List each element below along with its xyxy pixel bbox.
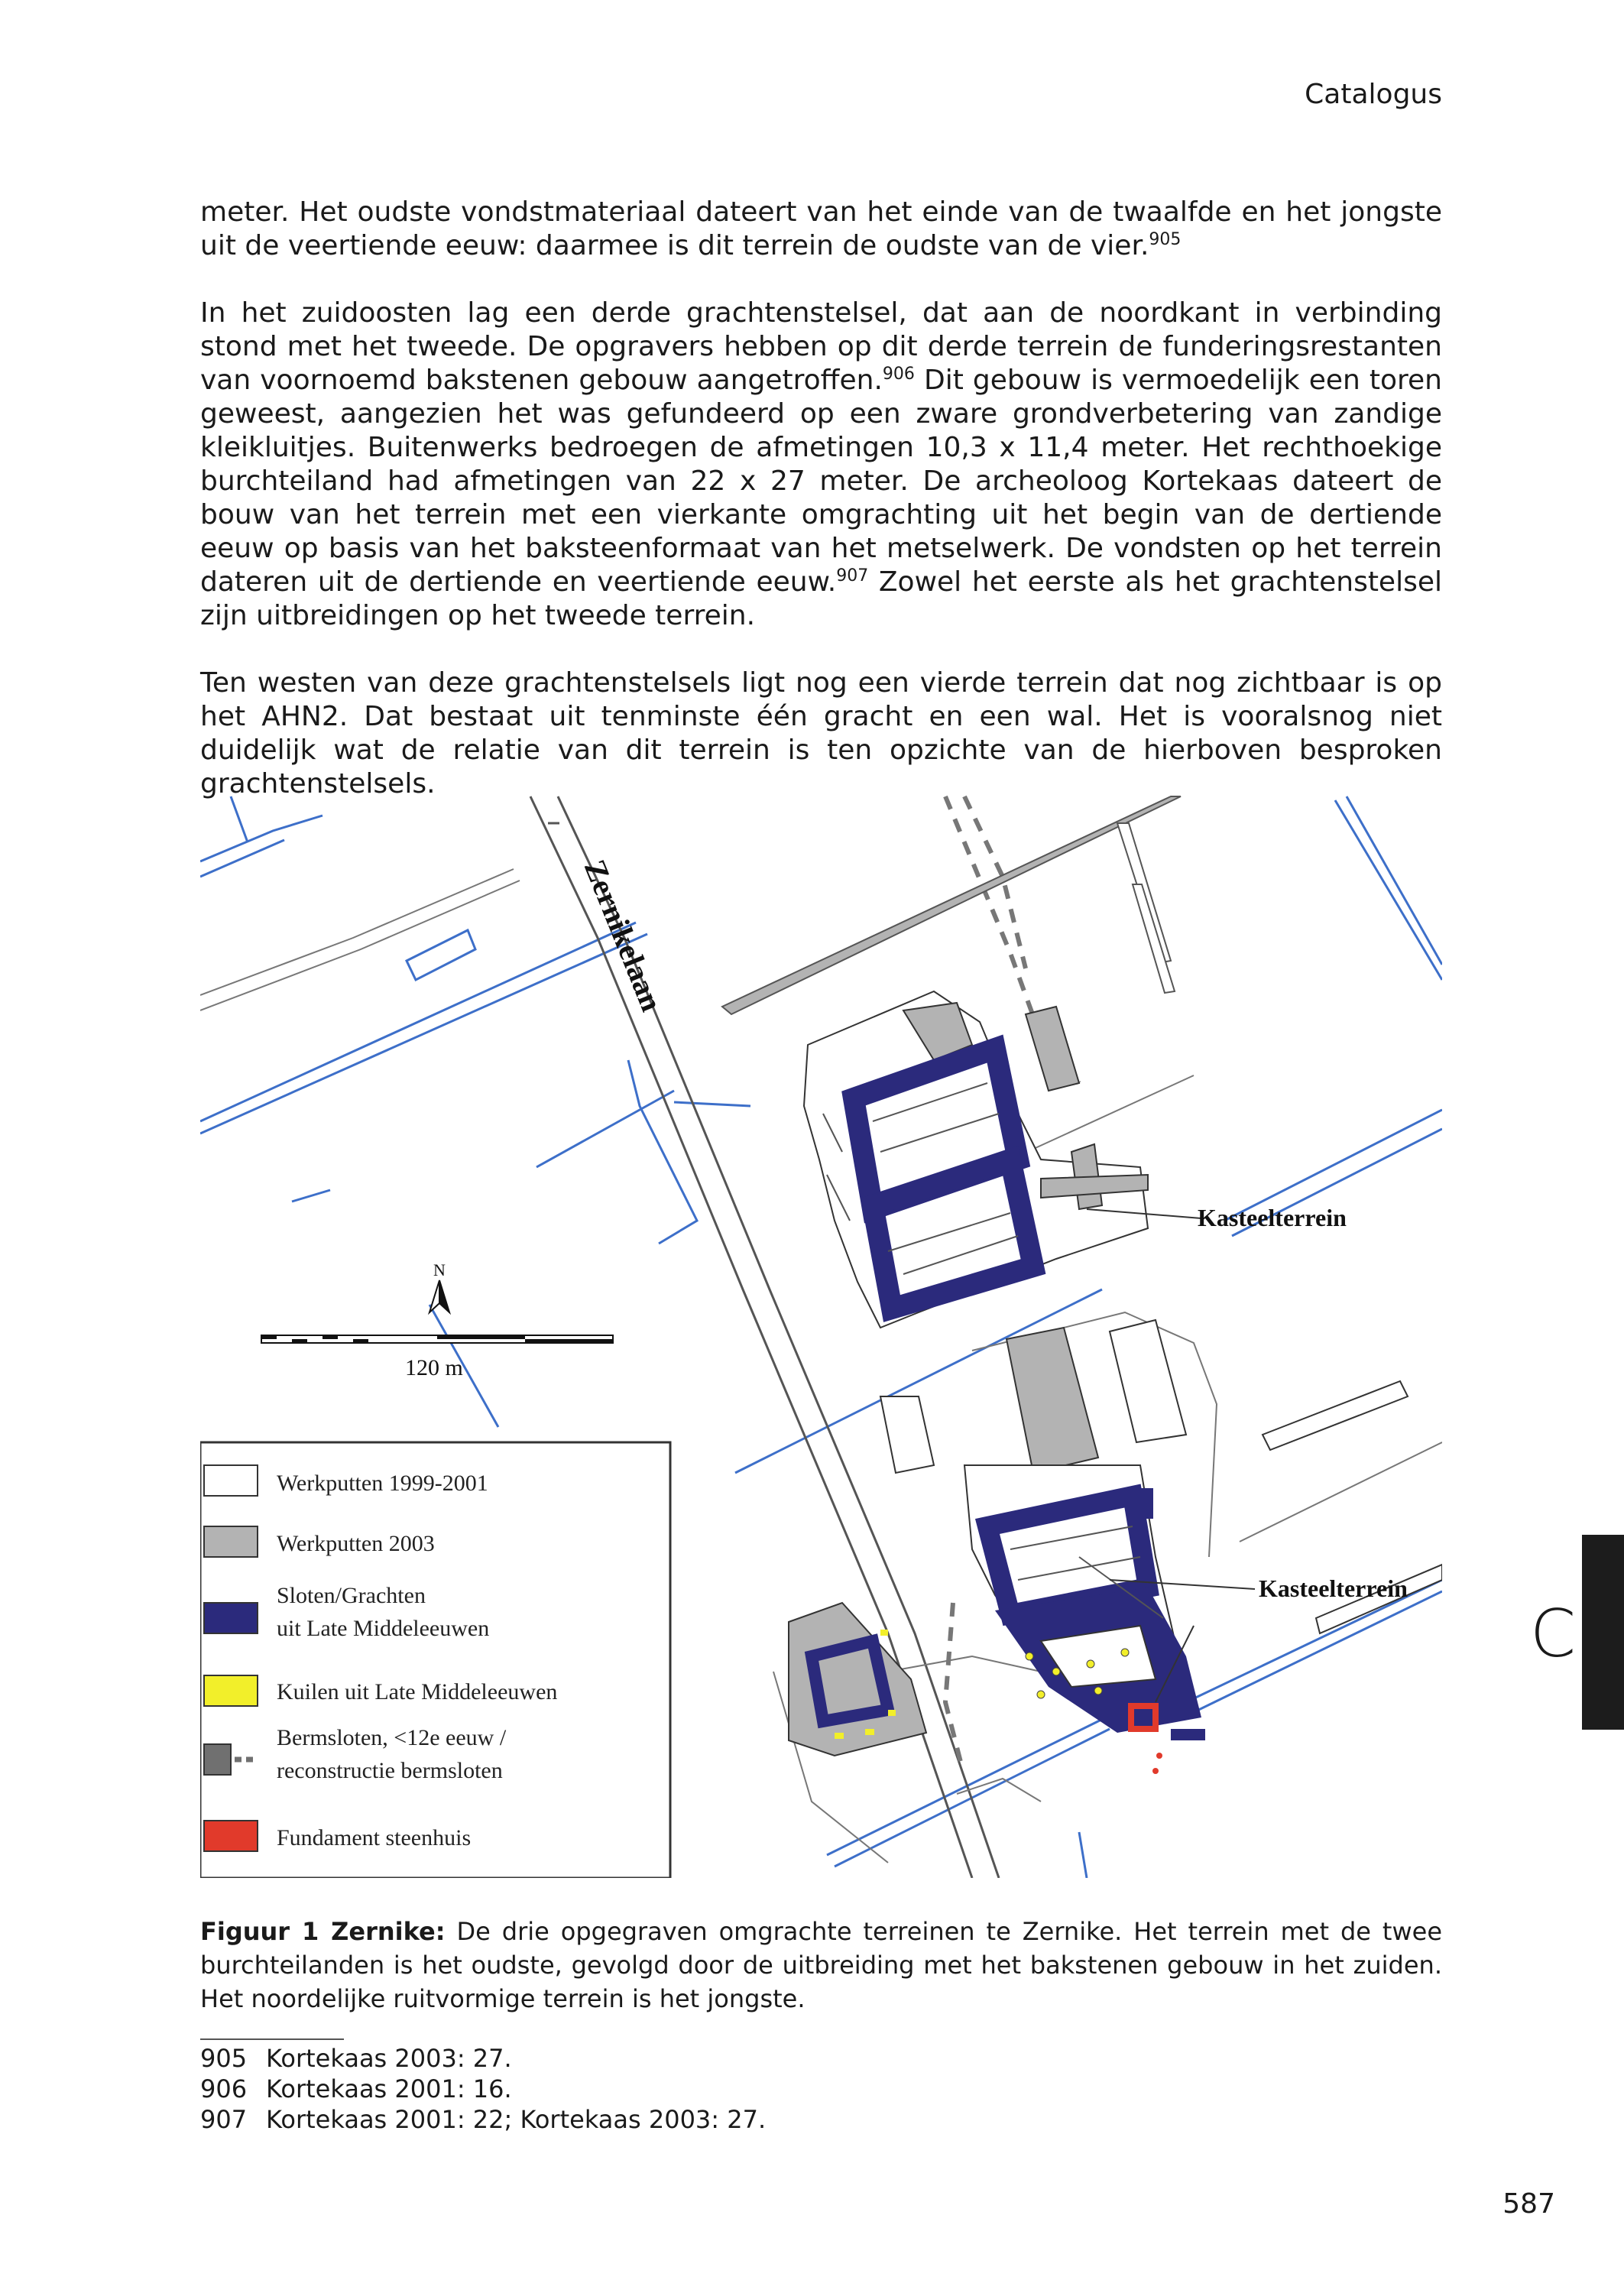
section-tab-letter: C xyxy=(1530,1596,1577,1672)
figure-caption: Figuur 1 Zernike: De drie opgegraven omgrachte terreinen te Zernike. Het terrein met de twee burchteilanden is het oudste, gevolgd door de uitbreiding met het bakstenen gebouw in het zuiden. Het noordelijke ruitvormige terrein is het jongste. xyxy=(200,1917,1443,2013)
section-tab xyxy=(1582,1535,1624,1730)
footnote-ref[interactable]: 905 xyxy=(1149,230,1182,249)
page-number: 587 xyxy=(1502,2188,1555,2220)
map-legend xyxy=(200,1442,670,1878)
legend-label-bermsloten-2: reconstructie bermsloten xyxy=(277,1758,503,1783)
southwest-site xyxy=(789,1603,926,1756)
caption-label: Figuur 1 Zernike: xyxy=(200,1917,446,1946)
body-text xyxy=(200,196,1442,835)
north-arrow-icon xyxy=(430,1260,449,1312)
site-label-south: Kasteelterrein xyxy=(1259,1575,1408,1602)
footnote: 906 Kortekaas 2001: 16. xyxy=(200,2074,512,2103)
scale-bar xyxy=(261,1335,613,1380)
legend-label-kuilen: Kuilen uit Late Middeleeuwen xyxy=(277,1679,558,1704)
north-label: N xyxy=(433,1260,446,1279)
legend-label-sloten-2: uit Late Middeleeuwen xyxy=(277,1616,490,1641)
footnote: 907 Kortekaas 2001: 22; Kortekaas 2003: 27. xyxy=(200,2105,767,2134)
north-site xyxy=(804,991,1148,1328)
paragraph-1: meter. Het oudste vondstmateriaal dateert van het einde van de twaalfde en het jongste uit de veertiende eeuw: daarmee is dit terrein de oudste van de vier.$^{905}$ xyxy=(200,196,1442,261)
footnote-ref[interactable]: 907 xyxy=(836,566,869,585)
legend-label-bermsloten: Bermsloten, <12e eeuw / xyxy=(277,1725,507,1750)
legend-label-werkputten-2003: Werkputten 2003 xyxy=(277,1531,435,1556)
running-head: Catalogus xyxy=(1305,79,1442,110)
street-label: Zernikelaan xyxy=(577,855,669,1017)
paragraph-2: In het zuidoosten lag een derde grachtenstelsel, dat aan de noordkant in verbinding stond met het tweede. De opgravers hebben op dit derde terrein de funderingsrestanten van voornoemd bakstenen gebouw aangetroffen.$^{906}$ Dit gebouw is vermoedelijk een toren geweest, aangezien het was gefundeerd op een zware grondverbetering van zandige kleikluitjes. Buitenwerks bedroegen de afmetingen 10,3 x 11,4 meter. Het rechthoekige burchteiland had afmetingen van 22 x 27 meter. De archeoloog Kortekaas dateert de bouw van het terrein met een vierkante omgrachting uit het begin van de dertiende eeuw op basis van het baksteenformaat van het metselwerk. De vondsten op het terrein dateren uit de dertiende en veertiende eeuw.$^{907}$ Zowel het eerste als het grachtenstelsel zijn uitbreidingen op het tweede terrein. xyxy=(200,297,1443,631)
footnote-ref[interactable]: 906 xyxy=(882,365,915,384)
paragraph-3: Ten westen van deze grachtenstelsels ligt nog een vierde terrein dat nog zichtbaar is op het AHN2. Dat bestaat uit tenminste één gracht en een wal. Het is vooralsnog niet duidelijk wat de relatie van dit terrein is ten opzichte van de hierboven besproken grachtenstelsels. xyxy=(200,667,1442,799)
south-site xyxy=(880,1320,1442,1774)
site-map-figure xyxy=(200,793,1442,1878)
scale-label: 120 m xyxy=(405,1355,463,1380)
legend-label-sloten: Sloten/Grachten xyxy=(277,1583,426,1608)
footnote: 905 Kortekaas 2003: 27. xyxy=(200,2044,512,2073)
legend-label-werkputten-1999: Werkputten 1999-2001 xyxy=(277,1471,488,1496)
legend-label-fundament: Fundament steenhuis xyxy=(277,1825,472,1850)
footnotes xyxy=(200,2043,766,2135)
site-label-north: Kasteelterrein xyxy=(1198,1204,1347,1231)
footnote-rule xyxy=(200,2038,344,2040)
